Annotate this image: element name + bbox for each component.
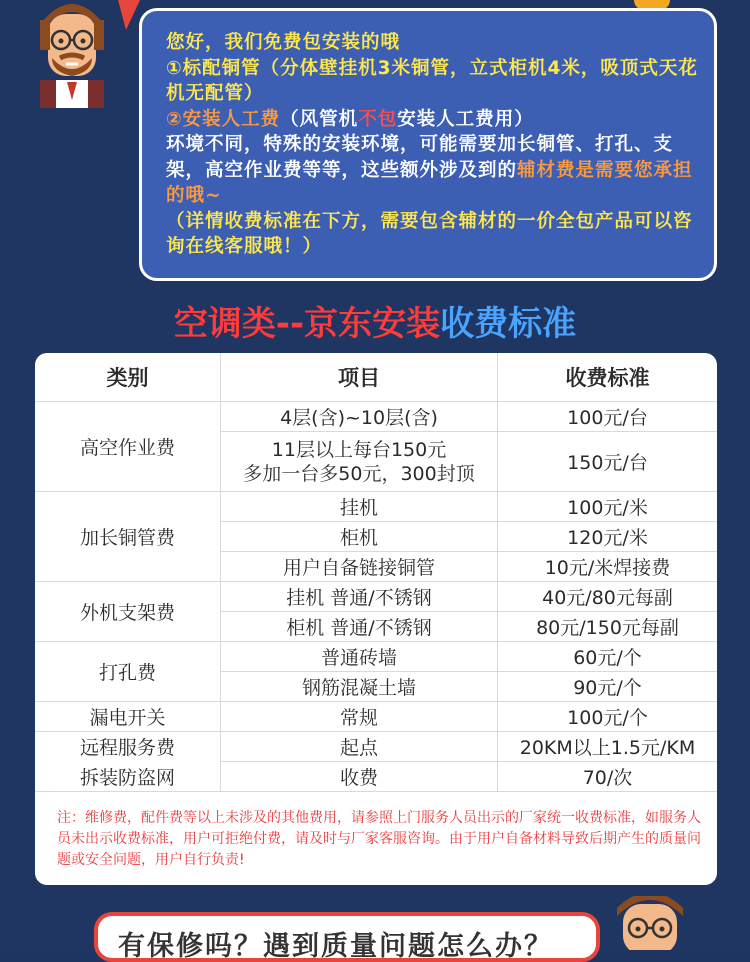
bubble-item-2	[166, 107, 711, 133]
bubble-item-3-highlight: 辅材费是需要您承担的哦~	[166, 159, 693, 206]
table-row	[35, 402, 717, 432]
table-row	[35, 642, 717, 672]
table-header-row	[35, 353, 717, 402]
item-cell: 钢筋混凝土墙	[221, 672, 498, 702]
item-cell: 常规	[221, 702, 498, 732]
category-cell: 高空作业费	[35, 402, 221, 492]
category-cell: 漏电开关	[35, 702, 221, 732]
bubble-item-4: （详情收费标准在下方，需要包含辅材的一价全包产品可以咨询在线客服哦！）	[166, 210, 693, 257]
table-row	[35, 702, 717, 732]
item-cell: 柜机	[221, 522, 498, 552]
category-cell: 拆装防盗网	[35, 762, 221, 792]
bubble-item-1-text: （分体壁挂机3米铜管，立式柜机4米，吸顶式天花机无配管）	[166, 57, 698, 104]
table-row	[35, 762, 717, 792]
price-cell: 10元/米焊接费	[498, 552, 718, 582]
bubble-item-2-part2: 安装人工费用）	[397, 108, 534, 130]
item-cell: 柜机 普通/不锈钢	[221, 612, 498, 642]
price-cell: 60元/个	[498, 642, 718, 672]
table-row	[35, 492, 717, 522]
table-row	[35, 732, 717, 762]
price-cell: 100元/个	[498, 702, 718, 732]
bubble-item-2-title: ②安装人工费	[166, 108, 281, 130]
section-title-red: 空调类--京东安装	[173, 304, 441, 344]
bubble-item-2-red: 不包	[358, 108, 398, 130]
disclaimer-note: 注：维修费，配件费等以上未涉及的其他费用，请参照上门服务人员出示的厂家统一收费标准，如服务人员未出示收费标准，用户可拒绝付费，请及时与厂家客服咨询。由于用户自备材料导致后期产生的质量问题或安全问题，用户自行负责!	[57, 810, 701, 868]
item-cell: 起点	[221, 732, 498, 762]
item-line: 11层以上每台150元	[271, 438, 447, 461]
warranty-banner-text: 有保修吗？遇到质量问题怎么办？	[118, 931, 553, 962]
warranty-banner	[94, 912, 600, 962]
price-cell: 100元/台	[498, 402, 718, 432]
price-cell: 40元/80元每副	[498, 582, 718, 612]
price-table	[35, 353, 717, 792]
item-cell: 普通砖墙	[221, 642, 498, 672]
item-cell: 挂机 普通/不锈钢	[221, 582, 498, 612]
table-row	[35, 582, 717, 612]
price-cell: 20KM以上1.5元/KM	[498, 732, 718, 762]
bubble-item-3	[166, 132, 711, 209]
header-category: 类别	[35, 353, 221, 402]
header-item: 项目	[221, 353, 498, 402]
cartoon-man-icon	[22, 0, 122, 108]
item-cell: 用户自备链接铜管	[221, 552, 498, 582]
bubble-item-2-part1: （风管机	[280, 108, 359, 130]
price-cell: 80元/150元每副	[498, 612, 718, 642]
section-title	[0, 296, 750, 345]
header-price: 收费标准	[498, 353, 718, 402]
price-cell: 100元/米	[498, 492, 718, 522]
bubble-greeting: 您好，我们免费包安装的哦	[166, 32, 401, 53]
bubble-text	[166, 30, 711, 260]
price-cell: 150元/台	[498, 432, 718, 492]
item-cell: 4层(含)~10层(含)	[221, 402, 498, 432]
price-cell: 120元/米	[498, 522, 718, 552]
bubble-item-1-title: ①标配铜管	[166, 57, 261, 79]
category-cell: 远程服务费	[35, 732, 221, 762]
cartoon-man-icon	[605, 896, 695, 950]
bubble-item-1	[166, 56, 711, 107]
item-cell: 挂机	[221, 492, 498, 522]
item-line: 多加一台多50元，300封顶	[243, 462, 475, 485]
price-cell: 90元/个	[498, 672, 718, 702]
bubble-item-3-text: 环境不同，特殊的安装环境，可能需要加长铜管、打孔、支架，高空作业费等等，这些额外涉及到的	[166, 134, 674, 181]
price-cell: 70/次	[498, 762, 718, 792]
item-cell: 收费	[221, 762, 498, 792]
category-cell: 外机支架费	[35, 582, 221, 642]
item-cell	[221, 432, 498, 492]
section-title-blue: 收费标准	[440, 304, 577, 344]
category-cell: 打孔费	[35, 642, 221, 702]
red-accent-shape	[118, 0, 140, 30]
category-cell: 加长铜管费	[35, 492, 221, 582]
